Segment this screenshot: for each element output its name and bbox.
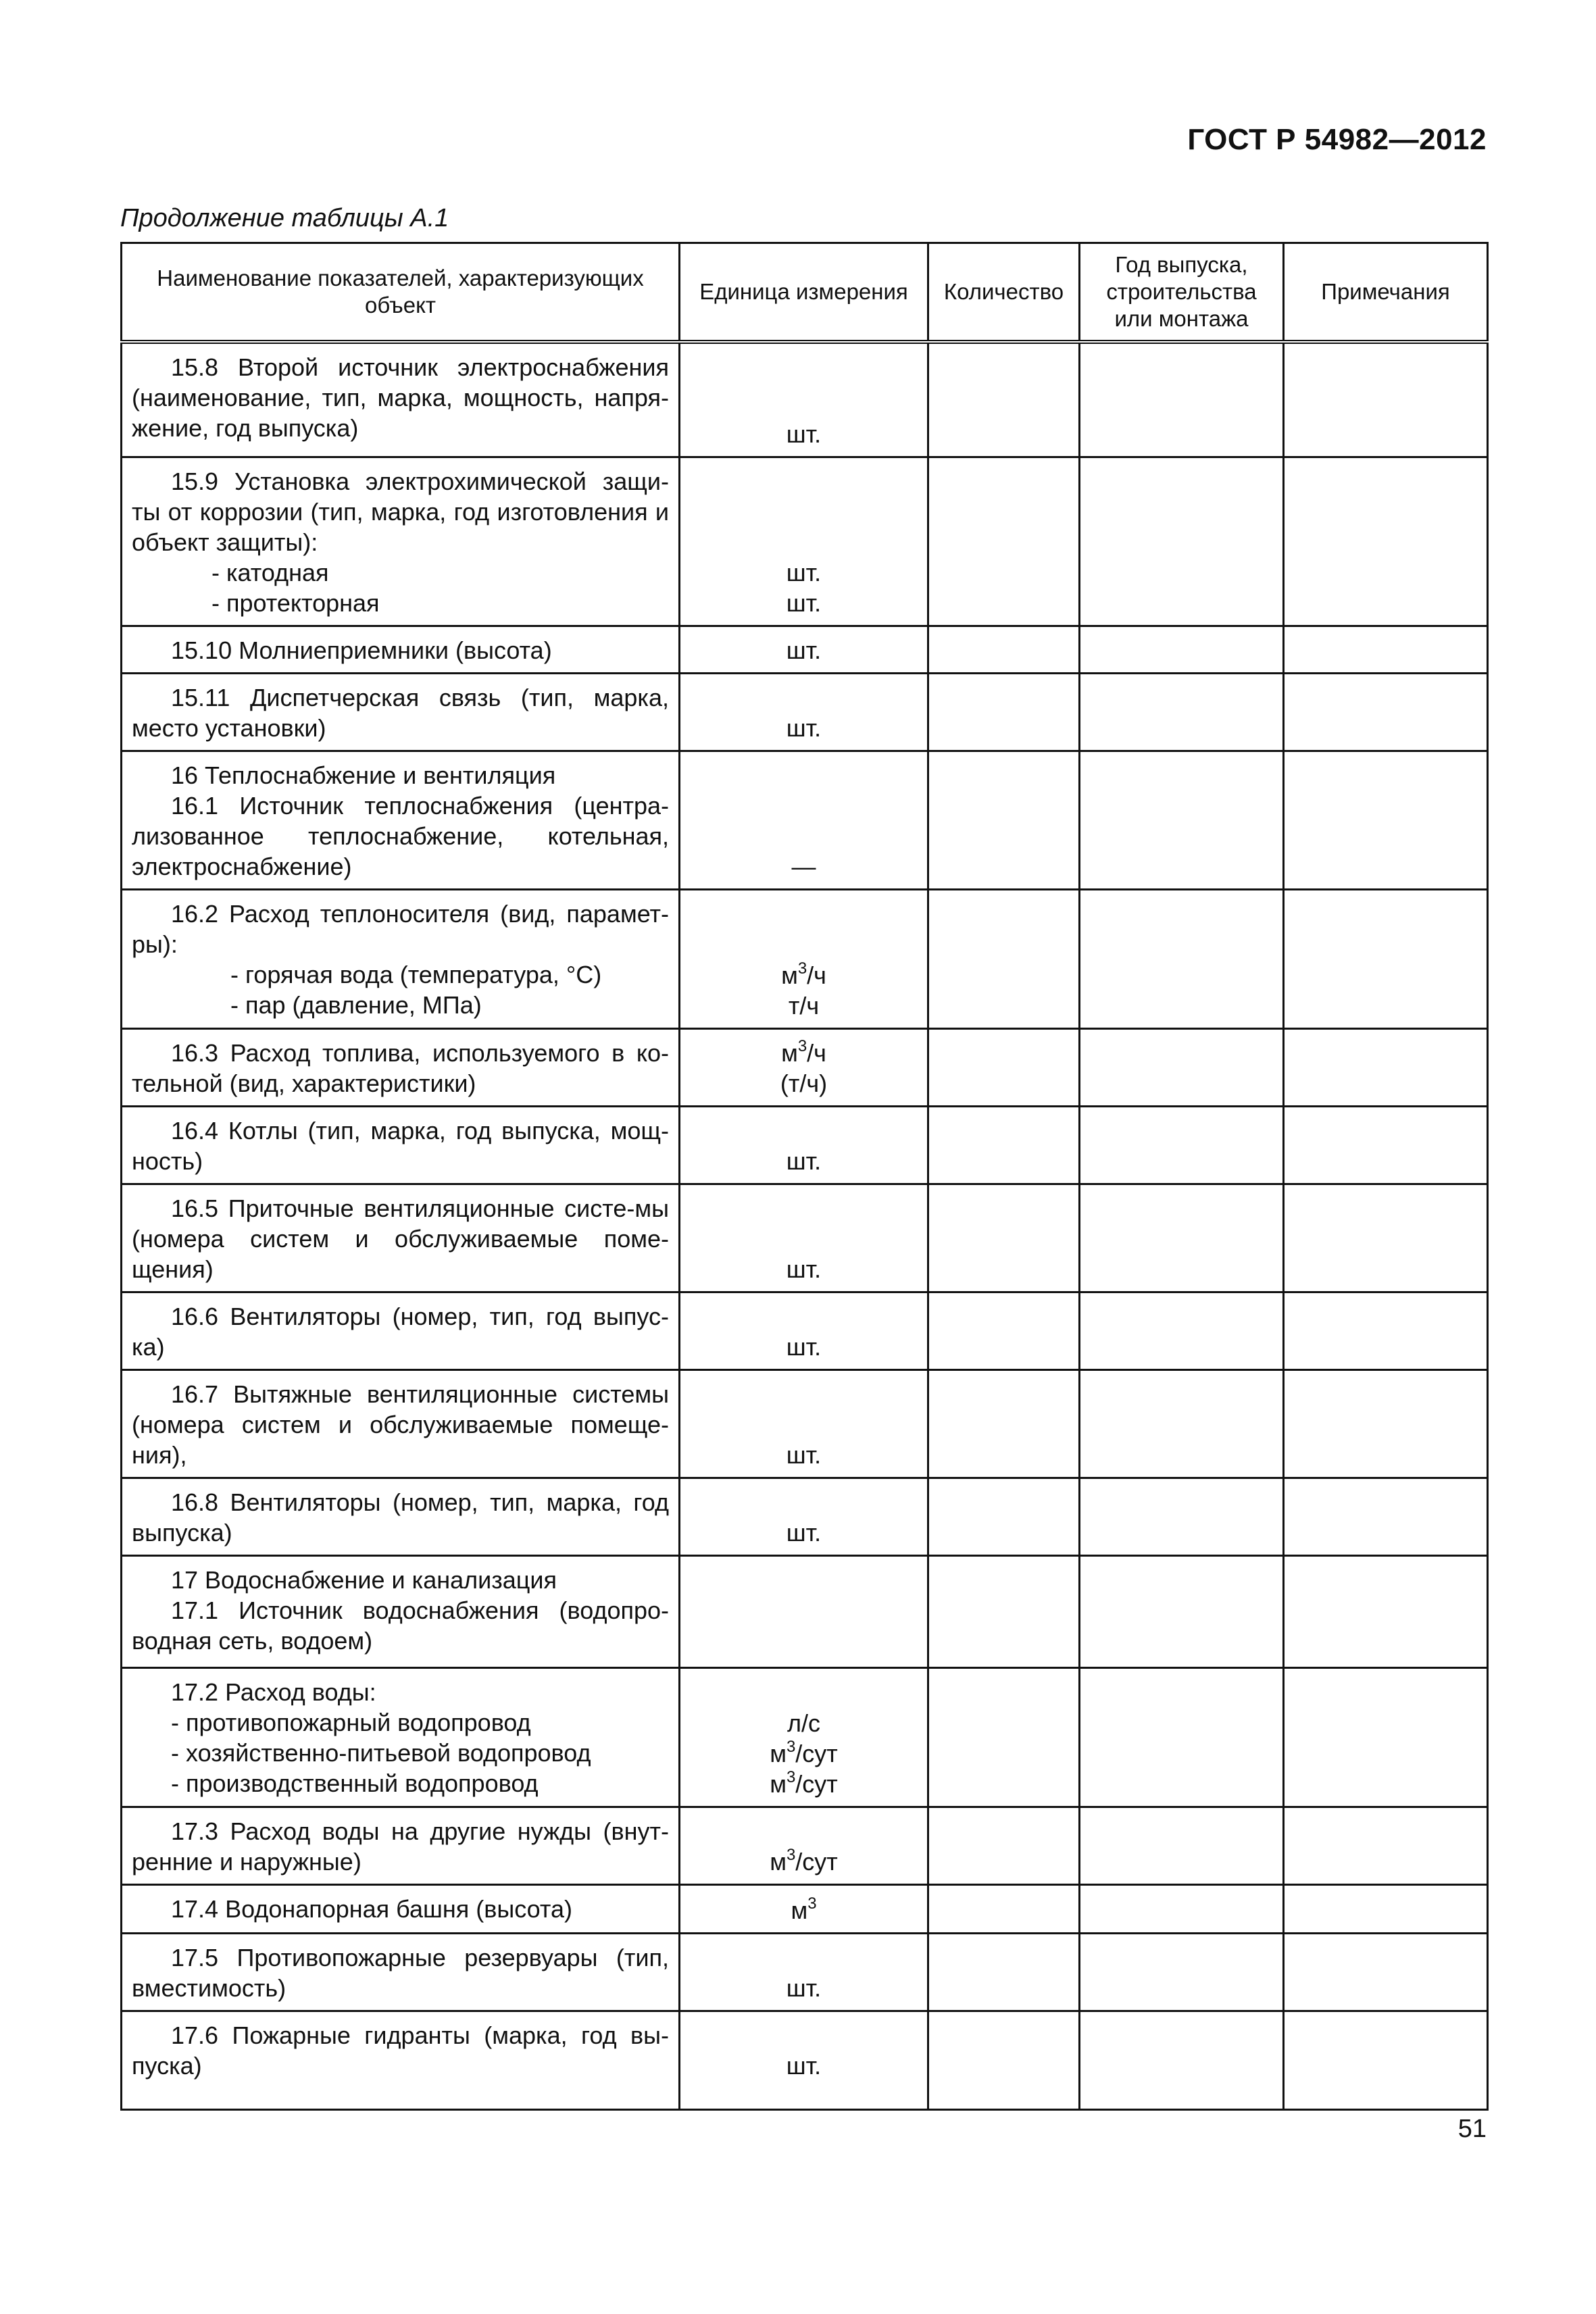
row-year-cell [1080, 342, 1284, 457]
table-row [122, 1028, 1488, 1106]
row-name-cell [122, 1555, 680, 1667]
row-name-subitem: - хозяйственно-питьевой водопровод [171, 1738, 591, 1767]
row-unit-text: $м^3$/сут [770, 1737, 838, 1767]
row-year-cell [1080, 626, 1284, 673]
row-unit-text: $м^3$/сут [770, 1767, 838, 1798]
row-unit-text: шт. [786, 1518, 822, 1546]
row-name-cell [122, 1106, 680, 1184]
row-name-text: 17.2 Расход воды: [171, 1678, 376, 1706]
row-unit-text: шт. [786, 1440, 822, 1469]
row-name-cell [122, 1292, 680, 1369]
row-name-text: 16.3 Расход топлива, используемого в ко-тельной (вид, характеристики) [132, 1038, 669, 1097]
row-name-subitem: - катодная [211, 558, 329, 586]
row-quantity-cell [928, 1369, 1080, 1478]
row-quantity-cell [928, 1184, 1080, 1292]
indicators-table [120, 242, 1489, 2111]
row-name-text: 16.8 Вентиляторы (номер, тип, марка, год выпуска) [132, 1488, 669, 1546]
row-unit-text: $м^3$/сут [770, 1845, 838, 1876]
row-notes-cell [1284, 1478, 1488, 1555]
row-year-cell [1080, 1369, 1284, 1478]
row-name-text: 16 Теплоснабжение и вентиляция [171, 761, 556, 789]
row-name-cell [122, 626, 680, 673]
row-year-cell [1080, 2011, 1284, 2109]
row-quantity-cell [928, 889, 1080, 1028]
row-name-cell [122, 1807, 680, 1884]
table-row [122, 457, 1488, 626]
row-notes-cell [1284, 626, 1488, 673]
row-unit-text: шт. [786, 1147, 822, 1175]
row-name-text: 16.1 Источник теплоснабжения (центра-лизованное теплоснабжение, котельная, электроснабжение) [132, 791, 669, 880]
column-header-quantity: Количество [928, 243, 1080, 343]
row-notes-cell [1284, 1807, 1488, 1884]
row-quantity-cell [928, 1555, 1080, 1667]
row-year-cell [1080, 751, 1284, 889]
row-name-cell [122, 1369, 680, 1478]
row-unit-text: шт. [786, 1973, 822, 2002]
table-row [122, 626, 1488, 673]
row-notes-cell [1284, 457, 1488, 626]
row-name-cell [122, 673, 680, 751]
row-notes-cell [1284, 1884, 1488, 1933]
row-name-text: 16.4 Котлы (тип, марка, год выпуска, мощ-ность) [132, 1116, 669, 1175]
row-name-text: 16.2 Расход теплоносителя (вид, парамет-ры): [132, 899, 669, 958]
row-quantity-cell [928, 1478, 1080, 1555]
row-name-cell [122, 751, 680, 889]
row-unit-text: (т/ч) [780, 1069, 828, 1097]
row-year-cell [1080, 1933, 1284, 2011]
table-row [122, 1106, 1488, 1184]
row-quantity-cell [928, 1292, 1080, 1369]
table-row [122, 1184, 1488, 1292]
column-header-name: Наименование показателей, характеризующих объект [122, 243, 680, 343]
row-unit-cell [680, 1807, 928, 1884]
row-unit-cell [680, 1555, 928, 1667]
row-unit-cell [680, 1028, 928, 1106]
row-unit-text: шт. [786, 713, 822, 742]
row-unit-cell [680, 1933, 928, 2011]
table-caption: Продолжение таблицы А.1 [120, 204, 449, 232]
row-name-text: 16.6 Вентиляторы (номер, тип, год выпус-ка) [132, 1302, 669, 1361]
row-name-cell [122, 457, 680, 626]
row-name-subitem: - противопожарный водопровод [171, 1708, 531, 1736]
row-name-subitem: - протекторная [211, 588, 380, 617]
row-name-text: 17.1 Источник водоснабжения (водопро-водная сеть, водоем) [132, 1596, 669, 1655]
row-unit-text: шт. [786, 558, 822, 586]
row-year-cell [1080, 457, 1284, 626]
row-notes-cell [1284, 1667, 1488, 1807]
indicators-table-container [120, 242, 1487, 2111]
column-header-notes: Примечания [1284, 243, 1488, 343]
row-unit-text: шт. [786, 1332, 822, 1361]
column-header-unit: Единица измерения [680, 243, 928, 343]
row-unit-text: $м^3/ч$ [781, 959, 826, 989]
row-unit-text: л/с [787, 1709, 820, 1737]
row-unit-text: $м^3$ [791, 1894, 817, 1924]
row-year-cell [1080, 1807, 1284, 1884]
row-name-cell [122, 1933, 680, 2011]
row-year-cell [1080, 1106, 1284, 1184]
table-row [122, 1884, 1488, 1933]
row-notes-cell [1284, 2011, 1488, 2109]
row-name-cell [122, 1884, 680, 1933]
row-year-cell [1080, 1478, 1284, 1555]
row-unit-text: шт. [786, 636, 822, 664]
row-year-cell [1080, 1555, 1284, 1667]
row-unit-cell [680, 889, 928, 1028]
row-unit-cell [680, 457, 928, 626]
row-unit-text: т/ч [788, 991, 820, 1020]
row-unit-cell [680, 1478, 928, 1555]
row-quantity-cell [928, 1933, 1080, 2011]
row-name-cell [122, 342, 680, 457]
row-unit-text: шт. [786, 588, 822, 617]
row-notes-cell [1284, 1933, 1488, 2011]
page-number: 51 [1457, 2115, 1487, 2143]
row-year-cell [1080, 1667, 1284, 1807]
table-row [122, 1807, 1488, 1884]
row-name-cell [122, 1028, 680, 1106]
row-quantity-cell [928, 673, 1080, 751]
row-notes-cell [1284, 889, 1488, 1028]
row-name-text: 17.4 Водонапорная башня (высота) [171, 1894, 572, 1923]
row-unit-cell [680, 1184, 928, 1292]
row-year-cell [1080, 1884, 1284, 1933]
row-name-cell [122, 1667, 680, 1807]
row-unit-cell [680, 1884, 928, 1933]
row-year-cell [1080, 673, 1284, 751]
row-quantity-cell [928, 1884, 1080, 1933]
table-row [122, 1292, 1488, 1369]
row-quantity-cell [928, 626, 1080, 673]
table-row [122, 1478, 1488, 1555]
row-unit-cell [680, 626, 928, 673]
table-row [122, 2011, 1488, 2109]
row-unit-cell [680, 1369, 928, 1478]
row-year-cell [1080, 1028, 1284, 1106]
document-designation: ГОСТ Р 54982—2012 [1187, 123, 1487, 156]
row-quantity-cell [928, 457, 1080, 626]
table-row [122, 1933, 1488, 2011]
row-quantity-cell [928, 1028, 1080, 1106]
row-unit-text: — [791, 852, 816, 880]
row-notes-cell [1284, 1106, 1488, 1184]
row-name-text: 16.7 Вытяжные вентиляционные системы (номера систем и обслуживаемые помеще-ния), [132, 1380, 669, 1469]
table-header-row [122, 243, 1488, 343]
table-row [122, 1369, 1488, 1478]
row-notes-cell [1284, 673, 1488, 751]
row-unit-cell [680, 1667, 928, 1807]
row-name-cell [122, 889, 680, 1028]
row-year-cell [1080, 889, 1284, 1028]
row-quantity-cell [928, 2011, 1080, 2109]
row-unit-text: $м^3/ч$ [781, 1036, 826, 1067]
row-notes-cell [1284, 751, 1488, 889]
row-name-text: 17.6 Пожарные гидранты (марка, год вы-пуска) [132, 2021, 669, 2080]
row-quantity-cell [928, 1106, 1080, 1184]
row-unit-cell [680, 673, 928, 751]
row-name-text: 17.5 Противопожарные резервуары (тип, вместимость) [132, 1943, 669, 2002]
row-name-cell [122, 2011, 680, 2109]
row-unit-cell [680, 1106, 928, 1184]
row-notes-cell [1284, 1555, 1488, 1667]
row-unit-cell [680, 1292, 928, 1369]
row-name-text: 17.3 Расход воды на другие нужды (внут-ренние и наружные) [132, 1817, 669, 1876]
table-row [122, 889, 1488, 1028]
row-unit-cell [680, 342, 928, 457]
column-header-year: Год выпуска, строительства или монтажа [1080, 243, 1284, 343]
row-unit-text: шт. [786, 420, 822, 448]
row-name-subitem: - производственный водопровод [171, 1769, 539, 1797]
row-name-text: 16.5 Приточные вентиляционные систе-мы (номера систем и обслуживаемые поме-щения) [132, 1194, 669, 1283]
table-row [122, 673, 1488, 751]
row-quantity-cell [928, 342, 1080, 457]
row-name-cell [122, 1478, 680, 1555]
row-unit-cell [680, 2011, 928, 2109]
row-name-cell [122, 1184, 680, 1292]
row-name-subitem: - горячая вода (температура, °С) [230, 960, 602, 988]
row-quantity-cell [928, 1667, 1080, 1807]
row-notes-cell [1284, 1292, 1488, 1369]
row-name-text: 15.11 Диспетчерская связь (тип, марка, место установки) [132, 683, 669, 742]
table-row [122, 1667, 1488, 1807]
row-quantity-cell [928, 1807, 1080, 1884]
row-year-cell [1080, 1184, 1284, 1292]
table-row [122, 342, 1488, 457]
row-notes-cell [1284, 1184, 1488, 1292]
table-row [122, 751, 1488, 889]
row-name-text: 15.10 Молниеприемники (высота) [171, 636, 552, 664]
row-name-text: 15.8 Второй источник электроснабжения (наименование, тип, марка, мощность, напря-жение, год выпуска) [132, 353, 669, 442]
row-unit-text: шт. [786, 2051, 822, 2080]
table-row [122, 1555, 1488, 1667]
row-name-text: 17 Водоснабжение и канализация [171, 1565, 557, 1594]
row-notes-cell [1284, 1028, 1488, 1106]
row-unit-text: шт. [786, 1255, 822, 1283]
row-quantity-cell [928, 751, 1080, 889]
row-name-subitem: - пар (давление, МПа) [230, 990, 482, 1019]
row-year-cell [1080, 1292, 1284, 1369]
row-unit-cell [680, 751, 928, 889]
row-notes-cell [1284, 1369, 1488, 1478]
row-name-text: 15.9 Установка электрохимической защи-ты от коррозии (тип, марка, год изготовления и объект защиты): [132, 467, 669, 556]
row-notes-cell [1284, 342, 1488, 457]
